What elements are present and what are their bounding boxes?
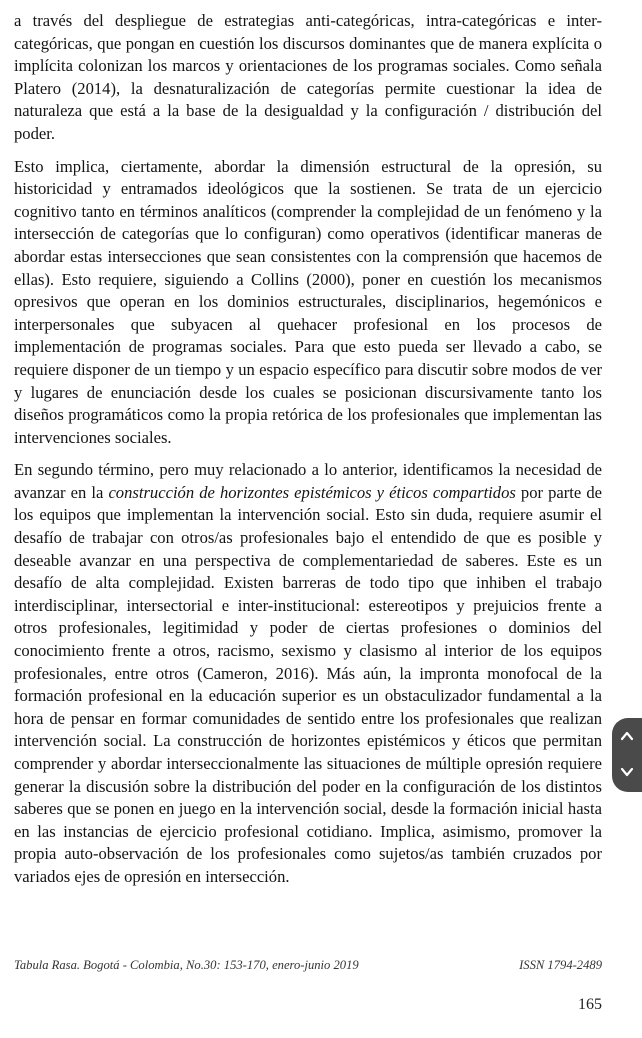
paragraph-text: por parte de los equipos que implementan la intervención social. Esto sin duda, requiere asumir el desafío de trabajar con otros/as profesionales bajo el entendido de que es posible y deseable avanzar en una perspectiva de complementariedad de saberes. Este es un desafío de alta complejidad. Existen barreras de todo tipo que inhiben el trabajo interdisciplinar, intersectorial e inter-institucional: estereotipos y prejuicios frente a otros profesionales, legitimidad y poder de ciertas profesiones o dominios del conocimiento frente a otros, racismo, sexismo y clasismo al interior de los equipos profesionales, entre otros (Cameron, 2016). Más aún, la impronta monofocal de la formación profesional en la educación superior es un obstaculizador fundamental a la hora de pensar en formar comunidades de sentido entre los profesionales que realizan intervención social. La construcción de horizontes epistémicos y éticos que permitan comprender y abordar interseccionalmente las situaciones de múltiple opresión requiere generar la discusión sobre la distribución del poder en la configuración de los distintos saberes que se ponen en juego en la intervención social, desde la formación inicial hasta en las instancias de ejercicio profesional cotidiano. Implica, asimismo, promover la propia auto-observación de los profesionales como sujetos/as también cruzados por variados ejes de opresión en intersección. <box>14 482 602 886</box>
paragraph-3 <box>14 459 602 888</box>
scroll-up-button[interactable] <box>612 720 642 756</box>
scroll-control <box>612 718 642 792</box>
chevron-up-icon <box>620 729 634 748</box>
issn-label: ISSN 1794-2489 <box>519 958 602 972</box>
journal-citation: Tabula Rasa. Bogotá - Colombia, No.30: 153-170, enero-junio 2019 <box>14 958 359 972</box>
italic-emphasis: construcción de horizontes epistémicos y éticos compartidos <box>108 482 516 502</box>
page-number: 165 <box>578 996 602 1013</box>
page-footer <box>14 958 602 973</box>
document-body <box>14 10 602 889</box>
paragraph-1 <box>14 10 602 146</box>
paragraph-text: En segundo término, pero muy relacionado a lo anterior, identificamos la necesidad de avanzar en la <box>14 460 602 502</box>
chevron-down-icon <box>620 765 634 784</box>
paragraph-text: Esto implica, ciertamente, abordar la dimensión estructural de la opresión, su historicidad y entramados ideológicos que la sostienen. Se trata de un ejercicio cognitivo tanto en términos analíticos (comprender la complejidad de un fenómeno y la intersección de categorías que lo configuran) como operativos (identificar maneras de abordar estas intersecciones que sean consistentes con la comprensión que hacemos de ellas). Esto requiere, siguiendo a Collins (2000), poner en cuestión los mecanismos opresivos que operan en los dominios estructurales, disciplinarios, hegemónicos e interpersonales que subyacen al quehacer profesional en los procesos de implementación de programas sociales. Para que esto pueda ser llevado a cabo, se requiere disponer de un tiempo y un espacio específico para discutir sobre modos de ver y lugares de enunciación desde los cuales se posicionan discursivamente tanto los diseños programáticos como la propia retórica de los profesionales que implementan las intervenciones sociales. <box>14 156 602 447</box>
scroll-down-button[interactable] <box>612 756 642 792</box>
paragraph-2 <box>14 156 602 450</box>
paragraph-text: a través del despliegue de estrategias anti-categóricas, intra-categóricas e inter-categóricas, que pongan en cuestión los discursos dominantes que de manera explícita o implícita colonizan los marcos y orientaciones de los programas sociales. Como señala Platero (2014), la desnaturalización de categorías permite cuestionar la idea de naturaleza que está a la base de la desigualdad y la configuración / distribución del poder. <box>14 11 602 143</box>
